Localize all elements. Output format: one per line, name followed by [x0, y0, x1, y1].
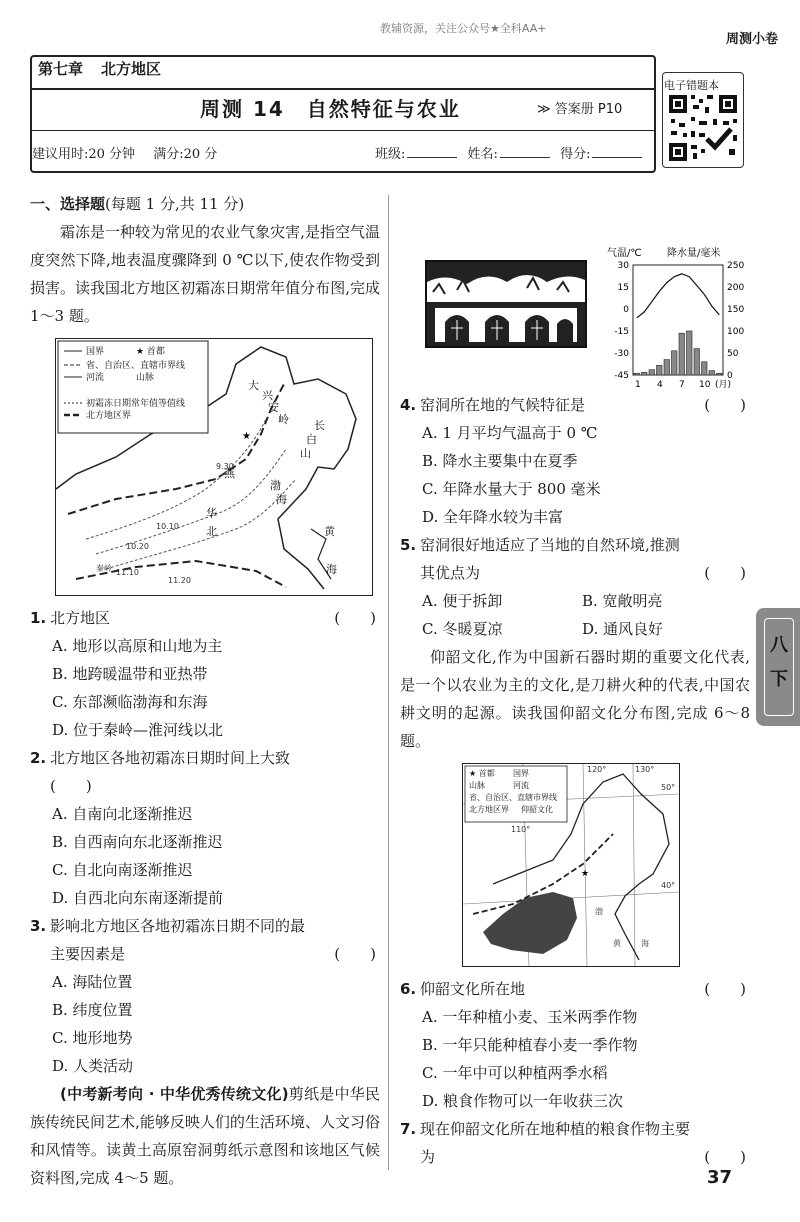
- option-b[interactable]: B. 自西南向东北逐渐推迟: [52, 833, 223, 851]
- option-b[interactable]: B. 宽敞明亮: [582, 592, 663, 610]
- option-a[interactable]: A. 自南向北逐渐推迟: [52, 805, 193, 823]
- meta-info: [32, 143, 231, 162]
- cave-papercut: [425, 260, 587, 348]
- question-number: 7.: [400, 1120, 417, 1138]
- option-c[interactable]: C. 自北向南逐渐推迟: [52, 861, 193, 879]
- capital-star-icon: ★: [581, 869, 590, 879]
- frost-map-svg: [56, 339, 372, 595]
- question-1: [30, 604, 380, 632]
- label-hai2: 海: [326, 563, 337, 576]
- longitude-label: 110°: [511, 825, 531, 834]
- left-tick: -30: [614, 349, 629, 359]
- frost-isoline: [96, 449, 286, 554]
- precip-bar: [664, 360, 670, 375]
- option-c[interactable]: C. 年降水量大于 800 毫米: [422, 480, 601, 498]
- precip-bar: [694, 349, 700, 375]
- x-tick: 4: [657, 380, 663, 390]
- header-divider: [30, 88, 656, 90]
- yangshao-map-svg: [463, 764, 679, 966]
- question-4: [400, 391, 750, 419]
- header-divider-2: [30, 130, 656, 131]
- right-tick: 150: [727, 305, 745, 315]
- isoline-label: 9.30: [216, 462, 234, 471]
- capital-star-icon: ★: [242, 431, 251, 442]
- intro-papercut-text: 剪纸是中华民族传统民间艺术,能够反映人们的生活环境、人文习俗和风情等。读黄土高原窑洞剪纸示意图和该地区气候资料图,完成 4～5 题。: [30, 1085, 380, 1187]
- latitude-label: 40°: [661, 881, 676, 890]
- option-b[interactable]: B. 一年只能种植春小麦一季作物: [422, 1036, 638, 1054]
- question-number: 3.: [30, 917, 47, 935]
- figure-row: [425, 246, 750, 391]
- left-tick: -45: [614, 371, 629, 381]
- option-c[interactable]: C. 冬暖夏凉: [422, 620, 503, 638]
- option-c[interactable]: C. 地形地势: [52, 1029, 133, 1047]
- frost-isoline: [86, 419, 266, 539]
- isoline-label: 11.20: [168, 576, 191, 585]
- label-bei: 北: [206, 525, 217, 538]
- grade-side-tab-inner: [764, 618, 794, 716]
- climate-chart: [607, 246, 767, 391]
- right-tick: 100: [727, 327, 745, 337]
- options-row: [400, 587, 750, 615]
- x-tick: 1: [635, 380, 641, 390]
- question-number: 2.: [30, 749, 47, 767]
- legend-north-boundary: 北方地区界: [86, 411, 132, 421]
- class-field[interactable]: [407, 146, 457, 158]
- question-stem: 北方地区: [50, 609, 111, 627]
- label-hai1: 海: [276, 493, 287, 506]
- label-da: 大: [248, 379, 259, 392]
- label-shan: 山: [300, 447, 311, 460]
- label-xing: 兴: [262, 389, 273, 402]
- label-bo: 渤: [270, 479, 281, 492]
- yangshao-culture-area: [483, 892, 577, 954]
- legend-north-boundary: 北方地区界: [469, 805, 509, 814]
- cave-papercut-svg: [427, 262, 585, 346]
- label-huang: 黄: [613, 939, 621, 948]
- label-an: 安: [268, 401, 279, 414]
- isoline-label: 10.20: [126, 542, 149, 551]
- answer-reference: ≫ 答案册 P10: [537, 102, 623, 117]
- section-title: 一、选择题: [30, 195, 106, 213]
- question-2: [30, 744, 380, 772]
- option-a[interactable]: A. 海陆位置: [52, 973, 133, 991]
- option-a[interactable]: A. 1 月平均气温高于 0 ℃: [422, 424, 598, 442]
- x-tick: 7: [679, 380, 685, 390]
- answer-paren[interactable]: ( ): [50, 777, 92, 795]
- question-7: [400, 1115, 750, 1171]
- label-bo: 渤: [595, 907, 603, 916]
- frost-date-map: [55, 338, 373, 596]
- left-axis-ticks: [614, 261, 629, 381]
- label-bai: 白: [306, 433, 317, 446]
- option-b[interactable]: B. 降水主要集中在夏季: [422, 452, 578, 470]
- precip-bar: [687, 331, 693, 375]
- question-stem: 窑洞所在地的气候特征是: [420, 396, 586, 414]
- answer-paren[interactable]: ( ): [704, 396, 746, 414]
- legend-mountain: 山脉: [136, 373, 155, 383]
- intro-frost: 霜冻是一种较为常见的农业气象灾害,是指空气温度突然下降,地表温度骤降到 0 ℃以下,使农作物受到损害。读我国北方地区初霜冻日期常年值分布图,完成 1～3 题。: [30, 223, 380, 325]
- precip-bar: [634, 373, 640, 375]
- score-field[interactable]: [592, 146, 642, 158]
- option-d[interactable]: D. 人类活动: [52, 1057, 134, 1075]
- question-stem: 现在仰韶文化所在地种植的粮食作物主要为: [420, 1120, 691, 1166]
- answer-paren[interactable]: ( ): [334, 945, 376, 963]
- continued-text-spacer: [400, 190, 750, 246]
- question-number: 5.: [400, 536, 417, 554]
- class-label: 班级:: [375, 147, 406, 162]
- right-column: [400, 190, 750, 1171]
- right-tick: 0: [727, 371, 733, 381]
- option-d[interactable]: D. 自西北向东南逐渐提前: [52, 889, 224, 907]
- x-axis-ticks: [635, 379, 731, 390]
- isoline-label: 11.10: [116, 568, 139, 577]
- side-tab-grade: 八: [770, 635, 788, 656]
- left-tick: 15: [617, 283, 629, 293]
- column-divider: [388, 195, 389, 1170]
- option-b[interactable]: B. 地跨暖温带和亚热带: [52, 665, 208, 683]
- label-hai: 海: [641, 939, 649, 948]
- question-stem: 北方地区各地初霜冻日期时间上大致: [50, 749, 291, 767]
- temperature-line: [637, 274, 720, 318]
- question-stem: 影响北方地区各地初霜冻日期不同的最主要因素是: [50, 917, 306, 963]
- x-tick: 10: [699, 380, 711, 390]
- climate-chart-svg: [607, 246, 767, 391]
- precip-bar: [709, 371, 715, 375]
- legend-province-border: 省、自治区、直辖市界线: [469, 793, 557, 802]
- section-heading: [30, 190, 380, 218]
- legend-yangshao: 仰韶文化: [521, 805, 553, 814]
- longitude-label: 130°: [635, 765, 655, 774]
- grade-side-tab: [756, 608, 800, 726]
- option-d[interactable]: D. 通风良好: [582, 620, 664, 638]
- left-column: [30, 190, 380, 1192]
- frost-map-legend: [58, 341, 208, 433]
- isoline-label: 10.10: [156, 522, 179, 531]
- answer-paren[interactable]: ( ): [704, 980, 746, 998]
- qr-label: 电子错题本: [664, 79, 719, 92]
- precip-bar: [657, 365, 663, 375]
- precip-bar: [702, 362, 708, 375]
- label-chang: 长: [314, 419, 325, 432]
- yangshao-map: [462, 763, 680, 967]
- x-tick: (月): [715, 380, 732, 390]
- chapter-name: 北方地区: [101, 60, 162, 78]
- answer-paren[interactable]: ( ): [704, 1148, 746, 1166]
- chapter-heading: [38, 58, 179, 79]
- option-a[interactable]: A. 一年种植小麦、玉米两季作物: [422, 1008, 638, 1026]
- label-yan: 燕: [224, 467, 235, 480]
- legend-national-border: 国界: [86, 347, 105, 357]
- precip-bar: [642, 372, 648, 375]
- left-tick: -15: [614, 327, 629, 337]
- full-score: 满分:20 分: [153, 147, 218, 162]
- option-d[interactable]: D. 全年降水较为丰富: [422, 508, 564, 526]
- right-tick: 250: [727, 261, 745, 271]
- climate-plot-frame: [633, 265, 723, 375]
- question-3: [30, 912, 380, 968]
- option-a[interactable]: A. 地形以高原和山地为主: [52, 637, 223, 655]
- question-number: 1.: [30, 609, 47, 627]
- question-5: [400, 531, 750, 587]
- legend-river: 河流: [513, 781, 529, 790]
- question-number: 4.: [400, 396, 417, 414]
- latitude-label: 50°: [661, 783, 676, 792]
- name-label: 姓名:: [467, 147, 498, 162]
- option-d[interactable]: D. 位于秦岭—淮河线以北: [52, 721, 224, 739]
- time-limit: 建议用时:20 分钟: [32, 147, 136, 162]
- intro-yangshao: 仰韶文化,作为中国新石器时期的重要文化代表,是一个以农业为主的文化,是刀耕火种的代表,中国农耕文明的起源。读我国仰韶文化分布图,完成 6～8 题。: [400, 648, 750, 750]
- section-note: (每题 1 分,共 11 分): [105, 195, 245, 213]
- options-row: [400, 615, 750, 643]
- student-info: [375, 143, 648, 162]
- legend-mountain: 山脉: [469, 781, 485, 790]
- right-axis-ticks: [727, 261, 744, 381]
- right-tick: 50: [727, 349, 739, 359]
- page-number: 37: [706, 1167, 732, 1188]
- chapter-number: 第七章: [38, 60, 84, 78]
- left-tick: 30: [617, 261, 629, 271]
- label-huang: 黄: [324, 525, 335, 538]
- option-d[interactable]: D. 粮食作物可以一年收获三次: [422, 1092, 624, 1110]
- precip-bar: [649, 370, 655, 375]
- name-field[interactable]: [500, 146, 550, 158]
- option-b[interactable]: B. 纬度位置: [52, 1001, 133, 1019]
- label-hua: 华: [206, 507, 217, 520]
- question-number: 6.: [400, 980, 417, 998]
- option-a[interactable]: A. 便于拆卸: [422, 592, 503, 610]
- top-notice: 教辅资源，关注公众号★全科AA+: [380, 22, 547, 35]
- question-6: [400, 975, 750, 1003]
- legend-isoline: 初霜冻日期常年值等值线: [86, 399, 186, 409]
- intro-papercut: [30, 1080, 380, 1192]
- question-stem: 仰韶文化所在地: [420, 980, 526, 998]
- intro-tag: (中考新考向 · 中华优秀传统文化): [60, 1085, 289, 1103]
- label-qinling: 秦岭: [96, 564, 112, 573]
- answer-paren[interactable]: ( ): [704, 564, 746, 582]
- legend-province-border: 省、自治区、直辖市界线: [86, 361, 186, 371]
- score-label: 得分:: [560, 147, 591, 162]
- climate-left-axis-label: 气温/℃: [607, 248, 642, 259]
- option-c[interactable]: C. 一年中可以种植两季水稻: [422, 1064, 608, 1082]
- legend-river: 河流: [86, 373, 105, 383]
- side-tab-term: 下: [770, 669, 788, 690]
- option-c[interactable]: C. 东部濒临渤海和东海: [52, 693, 208, 711]
- precip-bar: [672, 351, 678, 375]
- label-ling: 岭: [278, 413, 289, 426]
- top-right-label: 周测小卷: [725, 32, 778, 47]
- legend-national-border: 国界: [513, 769, 529, 778]
- longitude-130: [633, 764, 635, 966]
- right-tick: 200: [727, 283, 745, 293]
- page-title: 周测 14 自然特征与农业: [200, 97, 461, 121]
- precip-bar: [717, 373, 723, 375]
- climate-right-axis-label: 降水量/毫米: [667, 248, 721, 259]
- left-tick: 0: [623, 305, 629, 315]
- longitude-120: [581, 764, 590, 966]
- answer-paren[interactable]: ( ): [334, 609, 376, 627]
- frost-isoline: [106, 479, 296, 569]
- question-stem: 窑洞很好地适应了当地的自然环境,推测其优点为: [420, 536, 680, 582]
- longitude-label: 120°: [587, 765, 607, 774]
- precip-bar: [679, 333, 685, 375]
- legend-capital: ★ 首都: [136, 347, 165, 357]
- legend-capital: ★ 首都: [469, 769, 495, 778]
